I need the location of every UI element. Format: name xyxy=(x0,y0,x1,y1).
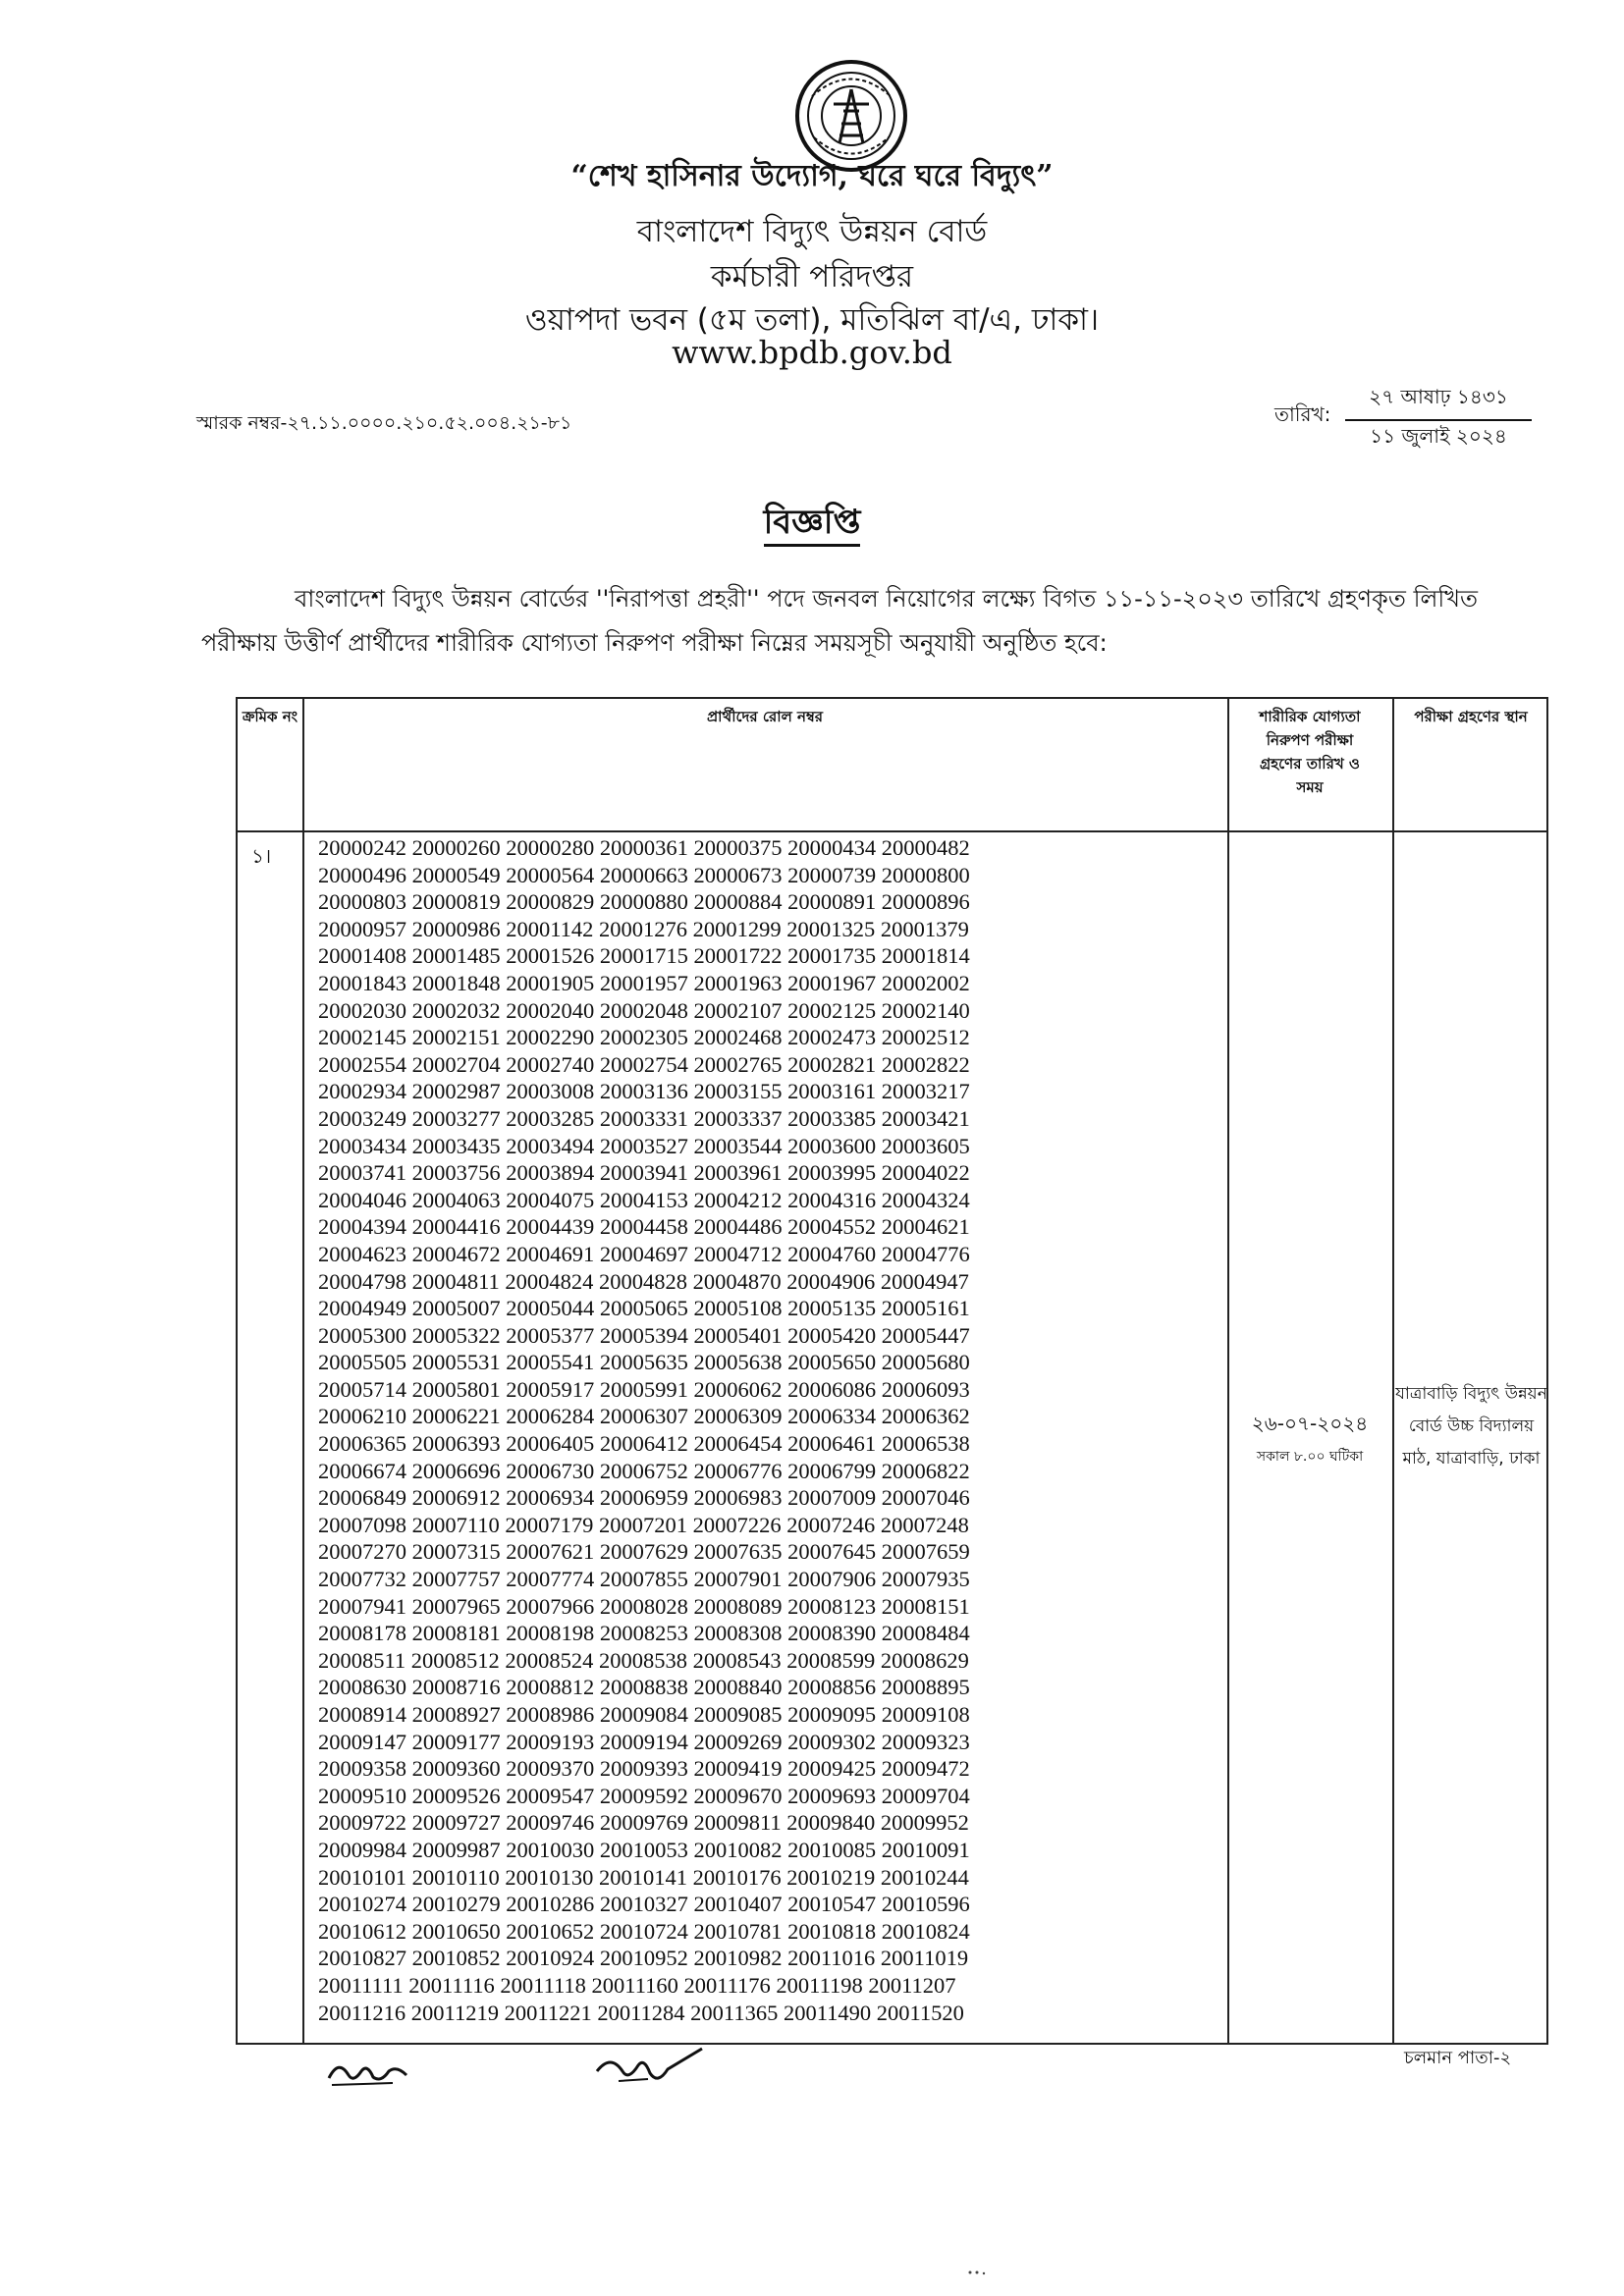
slogan: “শেখ হাসিনার উদ্যোগ, ঘরে ঘরে বিদ্যুৎ” xyxy=(570,159,1054,193)
roll-number-line: 20010101 20010110 20010130 20010141 20010176 20010219 20010244 xyxy=(318,1864,969,1890)
roll-number-line: 20002145 20002151 20002290 20002305 20002468 20002473 20002512 xyxy=(318,1025,970,1050)
roll-number-line: 20005300 20005322 20005377 20005394 20005401 20005420 20005447 xyxy=(318,1322,970,1348)
roll-number-line: 20008178 20008181 20008198 20008253 20008308 20008390 20008484 xyxy=(318,1621,970,1646)
header-rolls: প্রার্থীদের রোল নম্বর xyxy=(706,708,824,725)
roll-number-line: 20004798 20004811 20004824 20004828 20004870 20004906 20004947 xyxy=(318,1268,969,1294)
roll-number-line: 20008914 20008927 20008986 20009084 20009085 20009095 20009108 xyxy=(318,1702,970,1727)
roll-number-list xyxy=(318,834,1143,2026)
exam-venue: যাত্রাবাড়ি বিদ্যুৎ উন্নয়ন বোর্ড উচ্চ বিদ্যালয় মাঠ, যাত্রাবাড়ি, ঢাকা xyxy=(1395,1384,1547,1468)
header-divider xyxy=(238,830,1546,832)
roll-number-line: 20000496 20000549 20000564 20000663 20000673 20000739 20000800 xyxy=(318,862,970,887)
header-venue: পরীক্ষা গ্রহণের স্থান xyxy=(1414,708,1528,725)
roll-number-line: 20000803 20000819 20000829 20000880 20000884 20000891 20000896 xyxy=(318,889,970,915)
column-divider xyxy=(1227,699,1229,2043)
website-link[interactable]: www.bpdb.gov.bd xyxy=(672,334,952,371)
signature xyxy=(589,2044,707,2097)
roll-number-line: 20003434 20003435 20003494 20003527 20003544 20003600 20003605 xyxy=(318,1133,970,1158)
roll-number-line: 20008630 20008716 20008812 20008838 20008840 20008856 20008895 xyxy=(318,1675,970,1700)
roll-number-line: 20007270 20007315 20007621 20007629 20007635 20007645 20007659 xyxy=(318,1539,970,1565)
row-serial: ১। xyxy=(251,844,272,868)
organization-name: বাংলাদেশ বিদ্যুৎ উন্নয়ন বোর্ড xyxy=(636,214,988,249)
schedule-table xyxy=(236,697,1548,2045)
roll-number-line: 20006674 20006696 20006730 20006752 20006776 20006799 20006822 xyxy=(318,1458,970,1483)
roll-number-line: 20002554 20002704 20002740 20002754 20002765 20002821 20002822 xyxy=(318,1051,970,1077)
roll-number-line: 20006849 20006912 20006934 20006959 20006983 20007009 20007046 xyxy=(318,1485,970,1511)
roll-number-line: 20010827 20010852 20010924 20010952 20010982 20011016 20011019 xyxy=(318,1946,969,1971)
address: ওয়াপদা ভবন (৫ম তলা), মতিঝিল বা/এ, ঢাকা। xyxy=(524,302,1100,338)
roll-number-line: 20009984 20009987 20010030 20010053 20010082 20010085 20010091 xyxy=(318,1837,970,1862)
scan-mark xyxy=(967,2263,987,2281)
roll-number-line: 20010274 20010279 20010286 20010327 20010407 20010547 20010596 xyxy=(318,1892,970,1917)
roll-number-line: 20009510 20009526 20009547 20009592 20009670 20009693 20009704 xyxy=(318,1783,970,1808)
roll-number-line: 20007941 20007965 20007966 20008028 20008089 20008123 20008151 xyxy=(318,1593,970,1619)
notice-title xyxy=(0,497,1624,553)
roll-number-line: 20004623 20004672 20004691 20004697 20004712 20004760 20004776 xyxy=(318,1241,970,1266)
exam-time: সকাল ৮.০০ ঘটিকা xyxy=(1256,1449,1364,1465)
signature-initial xyxy=(324,2054,412,2097)
date-label: তারিখ: xyxy=(1274,402,1331,426)
notice-body: বাংলাদেশ বিদ্যুৎ উন্নয়ন বোর্ডের ''নিরাপত্তা প্রহরী'' পদে জনবল নিয়োগের লক্ষ্যে বিগত ১১-১১-২০২৩ তারিখে গ্রহণকৃত লিখিত পরীক্ষায় উত্তীর্ণ প্রার্থীদের শারীরিক যোগ্যতা নিরুপণ পরীক্ষা নিম্নের সময়সূচী অনুযায়ী অনুষ্ঠিত হবে: xyxy=(201,585,1478,657)
roll-number-line: 20011216 20011219 20011221 20011284 20011365 20011490 20011520 xyxy=(318,2000,964,2025)
roll-number-line: 20005505 20005531 20005541 20005635 20005638 20005650 20005680 xyxy=(318,1350,970,1375)
roll-number-line: 20004394 20004416 20004439 20004458 20004486 20004552 20004621 xyxy=(318,1214,970,1240)
roll-number-line: 20007098 20007110 20007179 20007201 20007226 20007246 20007248 xyxy=(318,1512,969,1537)
roll-number-line: 20011111 20011116 20011118 20011160 20011176 20011198 20011207 xyxy=(318,1972,956,1998)
date-bangla: ২৭ আষাঢ় ১৪৩১ xyxy=(1345,383,1532,421)
continued-page-note: চলমান পাতা-২ xyxy=(1404,2048,1512,2068)
roll-number-line: 20009147 20009177 20009193 20009194 20009269 20009302 20009323 xyxy=(318,1729,970,1754)
column-divider xyxy=(302,699,304,2043)
roll-number-line: 20009358 20009360 20009370 20009393 20009419 20009425 20009472 xyxy=(318,1756,970,1782)
roll-number-line: 20010612 20010650 20010652 20010724 20010781 20010818 20010824 xyxy=(318,1918,970,1944)
memo-number: স্মারক নম্বর-২৭.১১.০০০০.২১০.৫২.০০৪.২১-৮১ xyxy=(196,412,572,434)
roll-number-line: 20006210 20006221 20006284 20006307 20006309 20006334 20006362 xyxy=(318,1404,970,1429)
exam-date: ২৬-০৭-২০২৪ xyxy=(1251,1412,1369,1435)
date-english: ১১ জুলাই ২০২৪ xyxy=(1370,424,1507,448)
department-name: কর্মচারী পরিদপ্তর xyxy=(710,259,914,294)
notice-title-text: বিজ্ঞপ্তি xyxy=(764,503,861,547)
roll-number-line: 20006365 20006393 20006405 20006412 20006454 20006461 20006538 xyxy=(318,1431,970,1457)
roll-number-line: 20005714 20005801 20005917 20005991 20006062 20006086 20006093 xyxy=(318,1376,970,1402)
header-serial: ক্রমিক নং xyxy=(242,708,298,725)
roll-number-line: 20000242 20000260 20000280 20000361 20000375 20000434 20000482 xyxy=(318,835,970,860)
roll-number-line: 20002030 20002032 20002040 20002048 20002107 20002125 20002140 xyxy=(318,997,970,1023)
roll-number-line: 20004949 20005007 20005044 20005065 20005108 20005135 20005161 xyxy=(318,1296,970,1321)
roll-number-line: 20002934 20002987 20003008 20003136 20003155 20003161 20003217 xyxy=(318,1079,970,1104)
roll-number-line: 20004046 20004063 20004075 20004153 20004212 20004316 20004324 xyxy=(318,1187,970,1212)
roll-number-line: 20003249 20003277 20003285 20003331 20003337 20003385 20003421 xyxy=(318,1105,970,1131)
roll-number-line: 20000957 20000986 20001142 20001276 20001299 20001325 20001379 xyxy=(318,916,969,941)
roll-number-line: 20003741 20003756 20003894 20003941 20003961 20003995 20004022 xyxy=(318,1160,970,1186)
header-date-time: শারীরিক যোগ্যতা নিরুপণ পরীক্ষা গ্রহণের তারিখ ও সময় xyxy=(1259,708,1361,796)
roll-number-line: 20001408 20001485 20001526 20001715 20001722 20001735 20001814 xyxy=(318,943,970,969)
roll-number-line: 20008511 20008512 20008524 20008538 20008543 20008599 20008629 xyxy=(318,1647,969,1673)
column-divider xyxy=(1392,699,1394,2043)
roll-number-line: 20009722 20009727 20009746 20009769 20009811 20009840 20009952 xyxy=(318,1810,969,1836)
roll-number-line: 20007732 20007757 20007774 20007855 20007901 20007906 20007935 xyxy=(318,1567,970,1592)
roll-number-line: 20001843 20001848 20001905 20001957 20001963 20001967 20002002 xyxy=(318,970,970,995)
